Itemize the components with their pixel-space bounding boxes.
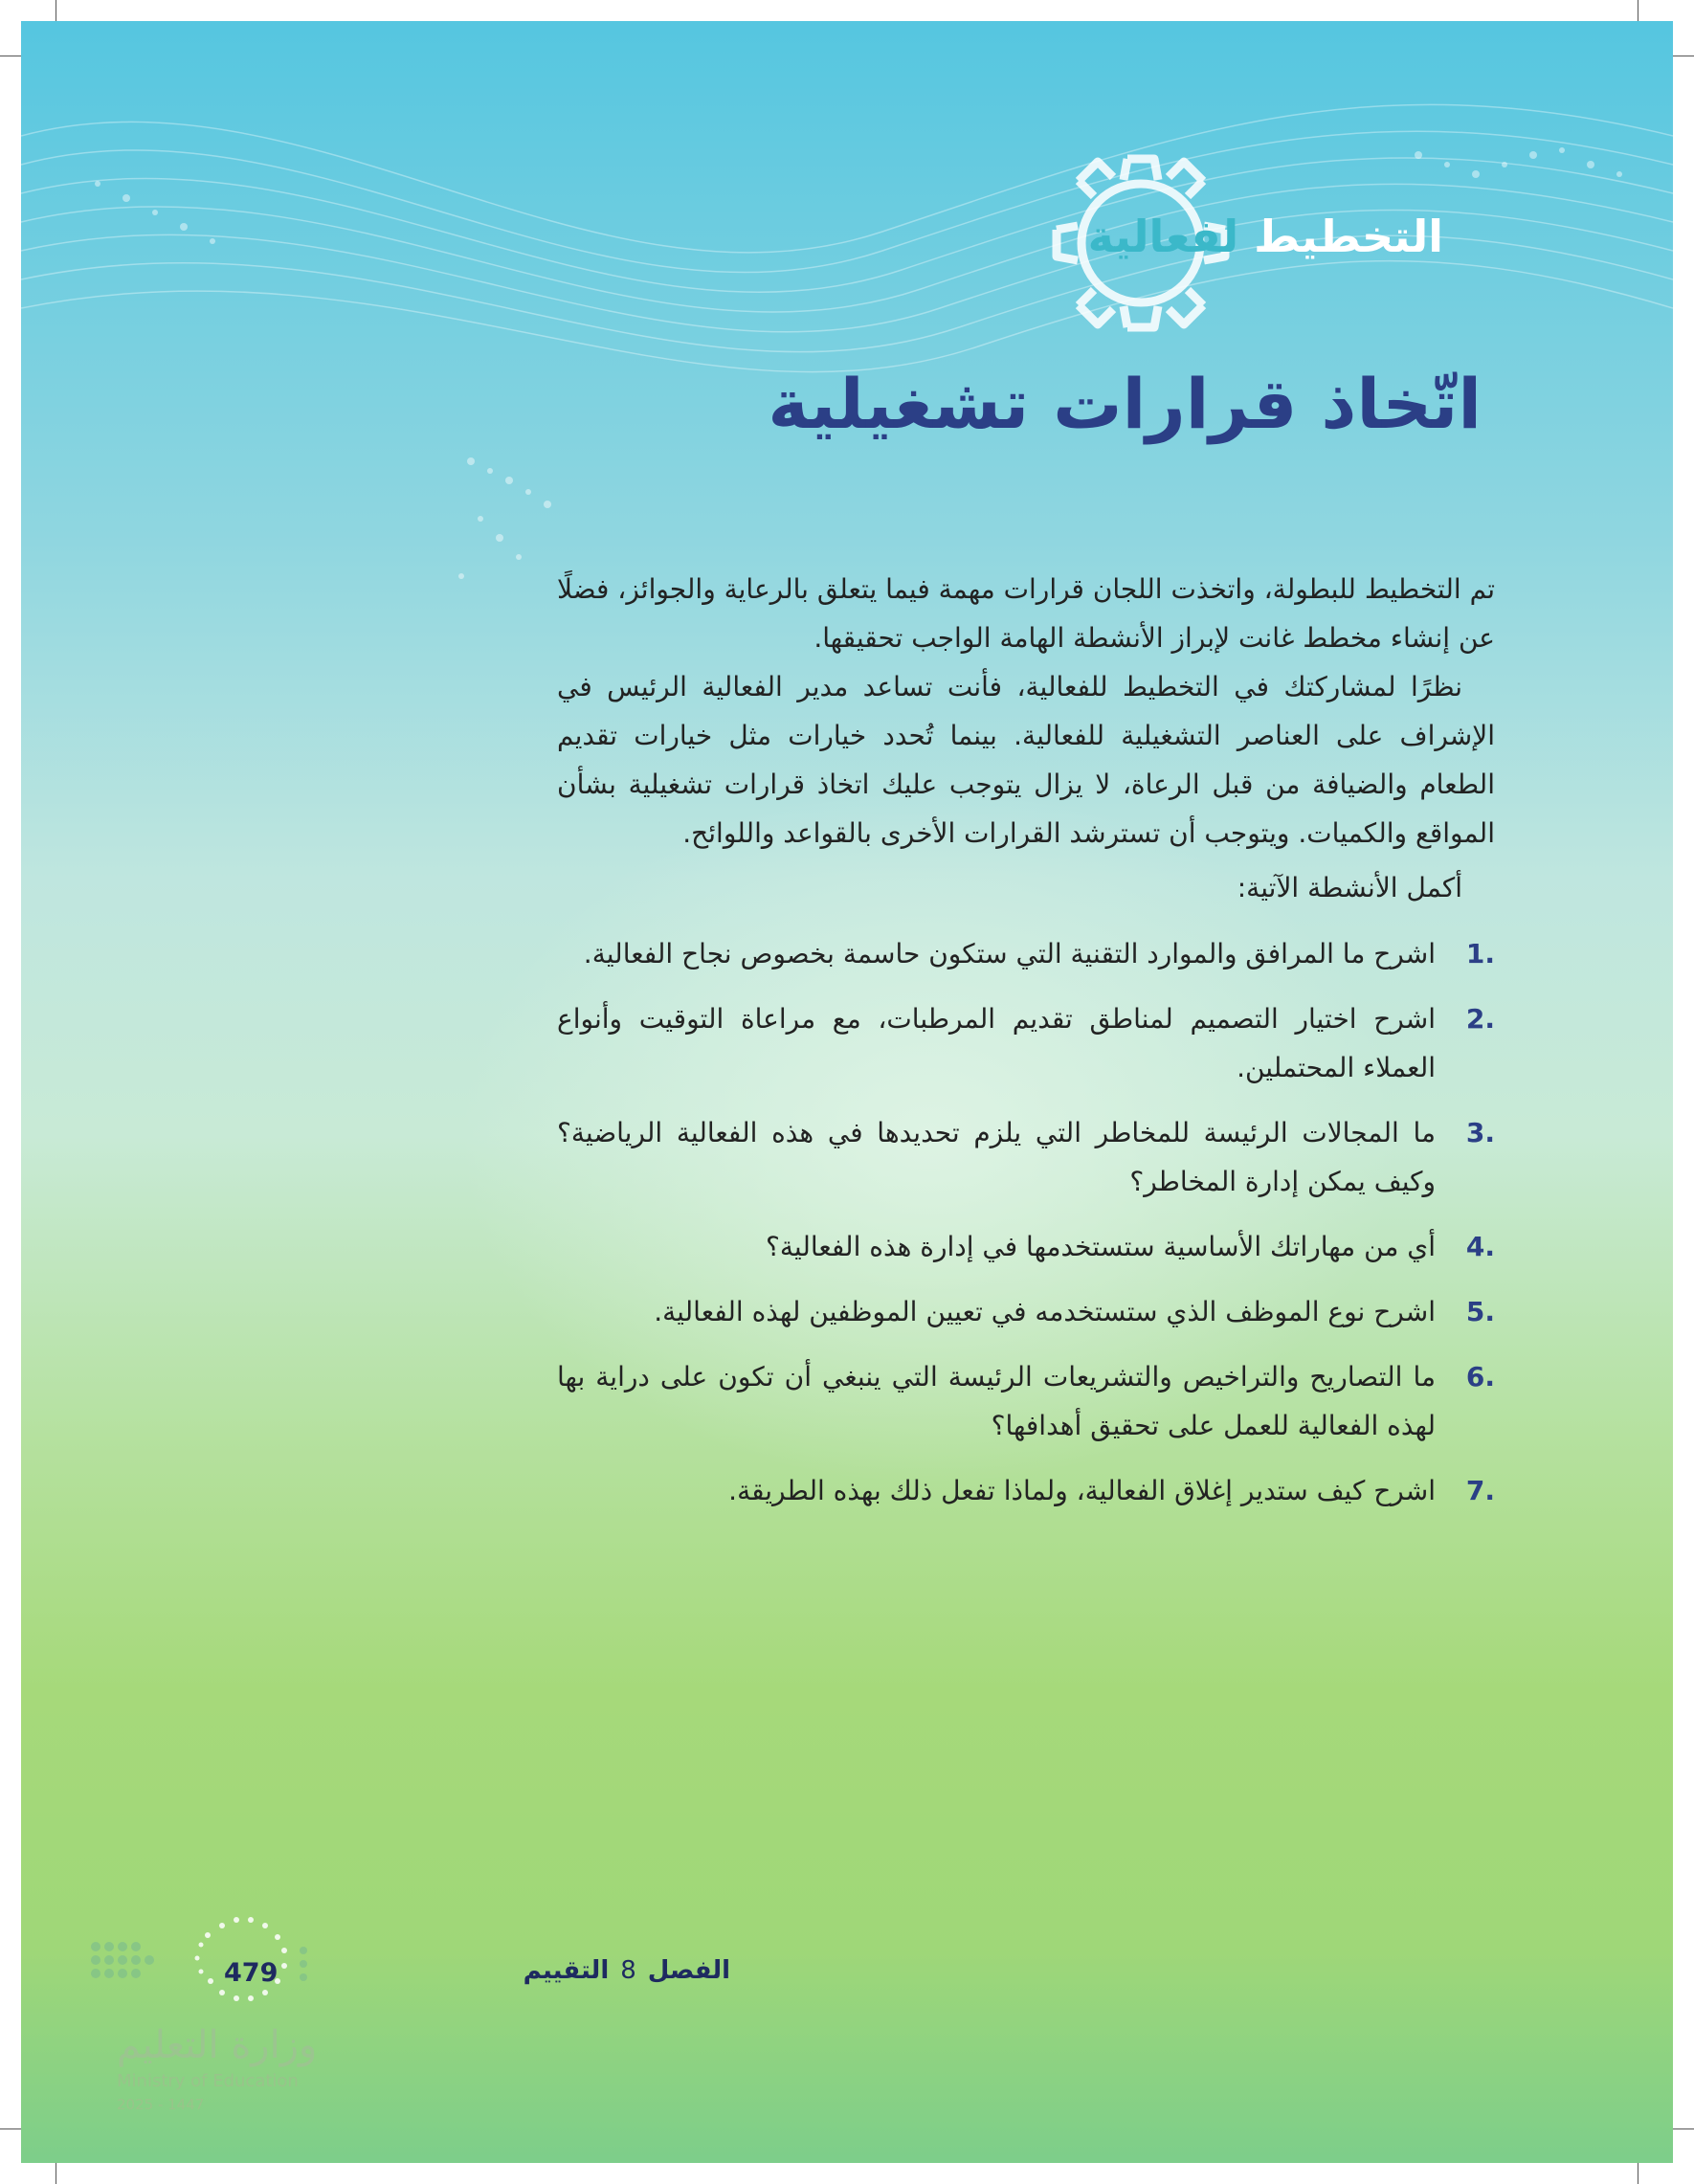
page [21,21,1673,2163]
question-number: .4 [1465,1231,1495,1262]
context-paragraph: نظرًا لمشاركتك في التخطيط للفعالية، فأنت تساعد مدير الفعالية الرئيس في الإشراف على العناصر التشغيلية للفعالية. بينما تُحدد خيارات مثل خيارات تقديم الطعام والضيافة من قبل الرعاة، لا يزال يتوجب عليك اتخاذ قرارات تشغيلية بشأن المواقع والكميات. ويتوجب أن تسترشد القرارات الأخرى بالقواعد واللوائح. [557,671,1495,849]
chapter-title: التقييم [523,1956,610,1985]
question-text: اشرح ما المرافق والموارد التقنية التي ستكون حاسمة بخصوص نجاح الفعالية. [583,938,1436,969]
question-item [557,929,1495,978]
ministry-name-english: Ministry of Education [117,2071,299,2091]
body-text [557,565,1495,1531]
question-number: .6 [1465,1361,1495,1393]
question-item [557,1108,1495,1206]
chapter-label: الفصل [647,1956,730,1985]
question-number: .1 [1465,938,1495,969]
question-item [557,1466,1495,1515]
ministry-year: 2025 - 1447 [117,2096,205,2113]
question-number: .3 [1465,1117,1495,1148]
question-item [557,1222,1495,1271]
question-text: اشرح نوع الموظف الذي ستستخدمه في تعيين الموظفين لهذه الفعالية. [654,1296,1436,1327]
question-text: ما المجالات الرئيسة للمخاطر التي يلزم تحديدها في هذه الفعالية الرياضية؟ وكيف يمكن إدارة المخاطر؟ [557,1117,1436,1197]
question-number: .7 [1465,1475,1495,1506]
question-text: أي من مهاراتك الأساسية ستستخدمها في إدارة هذه الفعالية؟ [766,1231,1436,1262]
instruction-text: أكمل الأنشطة الآتية: [1237,872,1462,903]
chapter-footer [524,1956,730,1985]
intro-paragraph: تم التخطيط للبطولة، واتخذت اللجان قرارات مهمة فيما يتعلق بالرعاية والجوائز، فضلًا عن إنشاء مخطط غانت لإبراز الأنشطة الهامة الواجب تحقيقها. [557,573,1495,654]
chapter-number: 8 [620,1956,636,1985]
section-title-part1: التخطيط [1254,211,1443,262]
ministry-name-arabic: وزارة التعليم [117,2023,318,2067]
question-number: .5 [1465,1296,1495,1327]
page-number: 479 [224,1958,279,1988]
question-item [557,994,1495,1092]
question-item [557,1352,1495,1450]
section-title-part2: لفعالية [1087,211,1239,262]
question-text: اشرح كيف ستدير إغلاق الفعالية، ولماذا تفعل ذلك بهذه الطريقة. [728,1475,1436,1506]
page-title: اتّخاذ قرارات تشغيلية [768,364,1482,444]
question-number: .2 [1465,1003,1495,1035]
question-item [557,1287,1495,1336]
ministry-logo-icon [88,1878,327,2031]
question-text: ما التصاريح والتراخيص والتشريعات الرئيسة التي ينبغي أن تكون على دراية بها لهذه الفعالية للعمل على تحقيق أهدافها؟ [557,1361,1436,1441]
section-title [1088,211,1443,262]
question-text: اشرح اختيار التصميم لمناطق تقديم المرطبات، مع مراعاة التوقيت وأنواع العملاء المحتملين. [557,1003,1436,1083]
